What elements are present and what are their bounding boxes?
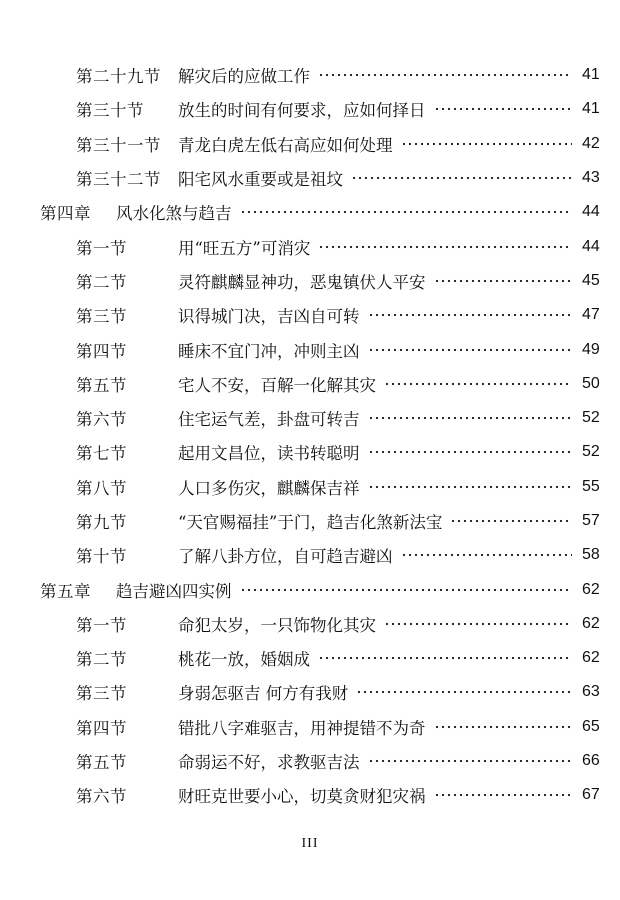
toc-entry-title: 财旺克世要小心，切莫贪财犯灾祸 <box>178 787 426 807</box>
toc-entry-page: 65 <box>582 717 600 735</box>
toc-entry-page: 44 <box>582 203 600 221</box>
toc-entry-page: 50 <box>582 374 600 392</box>
toc-entry-number: 第五章 <box>40 581 91 601</box>
toc-entry-page: 45 <box>582 271 600 289</box>
toc-entry-number: 第三节 <box>76 307 127 327</box>
dot-leader <box>368 450 573 454</box>
toc-entry-page: 43 <box>582 169 600 187</box>
toc-section-entry[interactable] <box>0 607 620 641</box>
toc-entry-title: 用“旺五方”可消灾 <box>178 238 311 258</box>
dot-leader <box>240 588 573 592</box>
toc-entry-title: 人口多伤灾，麒麟保吉祥 <box>178 478 360 498</box>
toc-section-entry[interactable] <box>0 229 620 263</box>
dot-leader <box>318 73 572 77</box>
toc-section-entry[interactable] <box>0 127 620 161</box>
toc-entry-title: 解灾后的应做工作 <box>178 67 310 87</box>
toc-section-entry[interactable] <box>0 367 620 401</box>
toc-entry-number: 第七节 <box>76 444 127 464</box>
toc-entry-page: 66 <box>582 752 600 770</box>
toc-entry-title: “天官赐福挂”于门，趋吉化煞新法宝 <box>178 513 443 532</box>
toc-entry-page: 57 <box>582 512 600 529</box>
toc-section-entry[interactable] <box>0 778 620 812</box>
toc-entry-number: 第三十二节 <box>76 170 161 190</box>
dot-leader <box>401 553 573 557</box>
toc-entry-number: 第六节 <box>76 787 127 807</box>
toc-section-entry[interactable] <box>0 504 620 538</box>
toc-entry-page: 49 <box>582 340 600 358</box>
dot-leader <box>434 279 573 283</box>
toc-entry-page: 44 <box>582 237 600 255</box>
dot-leader <box>356 690 572 694</box>
toc-entry-title: 放生的时间有何要求，应如何择日 <box>178 101 426 121</box>
toc-entry-number: 第四节 <box>76 341 127 361</box>
dot-leader <box>368 759 573 763</box>
dot-leader <box>368 348 573 352</box>
toc-entry-title: 青龙白虎左低右高应如何处理 <box>178 135 393 155</box>
toc-entry-page: 62 <box>582 580 600 598</box>
dot-leader <box>368 485 573 489</box>
dot-leader <box>434 107 573 111</box>
toc-entry-title: 命犯太岁，一只饰物化其灾 <box>178 615 376 635</box>
toc-entry-title: 识得城门决，吉凶自可转 <box>178 307 360 327</box>
toc-section-entry[interactable] <box>0 161 620 195</box>
toc-entry-title: 宅人不安，百解一化解其灾 <box>178 375 376 395</box>
toc-entry-page: 47 <box>582 306 600 324</box>
toc-entry-page: 52 <box>582 443 600 461</box>
toc-entry-title: 风水化煞与趋吉 <box>116 204 232 224</box>
toc-entry-title: 了解八卦方位，自可趋吉避凶 <box>178 547 393 567</box>
toc-section-entry[interactable] <box>0 744 620 778</box>
dot-leader <box>240 210 573 214</box>
toc-section-entry[interactable] <box>0 401 620 435</box>
toc-entry-page: 52 <box>582 409 600 427</box>
toc-entry-number: 第五节 <box>76 753 127 773</box>
toc-entry-number: 第二节 <box>76 272 127 292</box>
toc-entry-page: 55 <box>582 477 600 495</box>
toc-section-entry[interactable] <box>0 92 620 126</box>
dot-leader <box>318 245 572 249</box>
table-of-contents <box>0 58 620 813</box>
toc-entry-page: 42 <box>582 134 600 152</box>
toc-entry-number: 第三节 <box>76 684 127 704</box>
dot-leader <box>368 416 573 420</box>
toc-entry-number: 第四章 <box>40 204 91 224</box>
toc-section-entry[interactable] <box>0 435 620 469</box>
toc-chapter-entry[interactable] <box>0 195 620 229</box>
toc-section-entry[interactable] <box>0 710 620 744</box>
toc-entry-page: 41 <box>582 66 600 84</box>
toc-entry-page: 41 <box>582 100 600 118</box>
toc-section-entry[interactable] <box>0 675 620 709</box>
toc-entry-number: 第六节 <box>76 410 127 430</box>
toc-entry-title: 错批八字难驱吉，用神提错不为奇 <box>178 718 426 738</box>
toc-entry-page: 62 <box>582 614 600 632</box>
toc-entry-number: 第九节 <box>76 513 127 532</box>
dot-leader <box>384 382 572 386</box>
toc-entry-number: 第一节 <box>76 238 127 258</box>
toc-entry-number: 第三十节 <box>76 101 144 121</box>
toc-section-entry[interactable] <box>0 58 620 92</box>
page-number-footer: III <box>301 836 319 851</box>
toc-entry-title: 桃花一放，婚姻成 <box>178 650 310 670</box>
dot-leader <box>401 142 573 146</box>
toc-entry-number: 第三十一节 <box>76 135 161 155</box>
toc-section-entry[interactable] <box>0 264 620 298</box>
toc-entry-title: 灵符麒麟显神功，恶鬼镇伏人平安 <box>178 272 426 292</box>
toc-entry-page: 62 <box>582 649 600 667</box>
toc-entry-title: 住宅运气差，卦盘可转吉 <box>178 410 360 430</box>
toc-entry-number: 第二节 <box>76 650 127 670</box>
toc-section-entry[interactable] <box>0 470 620 504</box>
toc-entry-number: 第四节 <box>76 718 127 738</box>
toc-entry-number: 第八节 <box>76 478 127 498</box>
toc-section-entry[interactable] <box>0 332 620 366</box>
toc-entry-number: 第十节 <box>76 547 127 567</box>
dot-leader <box>351 176 572 180</box>
toc-entry-title: 趋吉避凶四实例 <box>116 581 232 601</box>
toc-entry-number: 第二十九节 <box>76 67 161 87</box>
dot-leader <box>384 622 572 626</box>
toc-entry-title: 睡床不宜门冲，冲则主凶 <box>178 341 360 361</box>
toc-entry-page: 67 <box>582 786 600 804</box>
toc-entry-number: 第一节 <box>76 615 127 635</box>
dot-leader <box>368 313 573 317</box>
dot-leader <box>434 793 573 797</box>
dot-leader <box>434 725 573 729</box>
toc-section-entry[interactable] <box>0 298 620 332</box>
toc-section-entry[interactable] <box>0 538 620 572</box>
toc-entry-title: 起用文昌位，读书转聪明 <box>178 444 360 464</box>
toc-entry-page: 63 <box>582 683 600 701</box>
toc-entry-page: 58 <box>582 546 600 564</box>
toc-entry-title: 阳宅风水重要或是祖坟 <box>178 170 343 190</box>
toc-entry-title: 身弱怎驱吉 何方有我财 <box>178 684 349 704</box>
toc-entry-title: 命弱运不好，求教驱吉法 <box>178 753 360 773</box>
toc-section-entry[interactable] <box>0 641 620 675</box>
toc-entry-number: 第五节 <box>76 375 127 395</box>
toc-chapter-entry[interactable] <box>0 572 620 606</box>
dot-leader <box>450 519 572 523</box>
dot-leader <box>318 656 572 660</box>
